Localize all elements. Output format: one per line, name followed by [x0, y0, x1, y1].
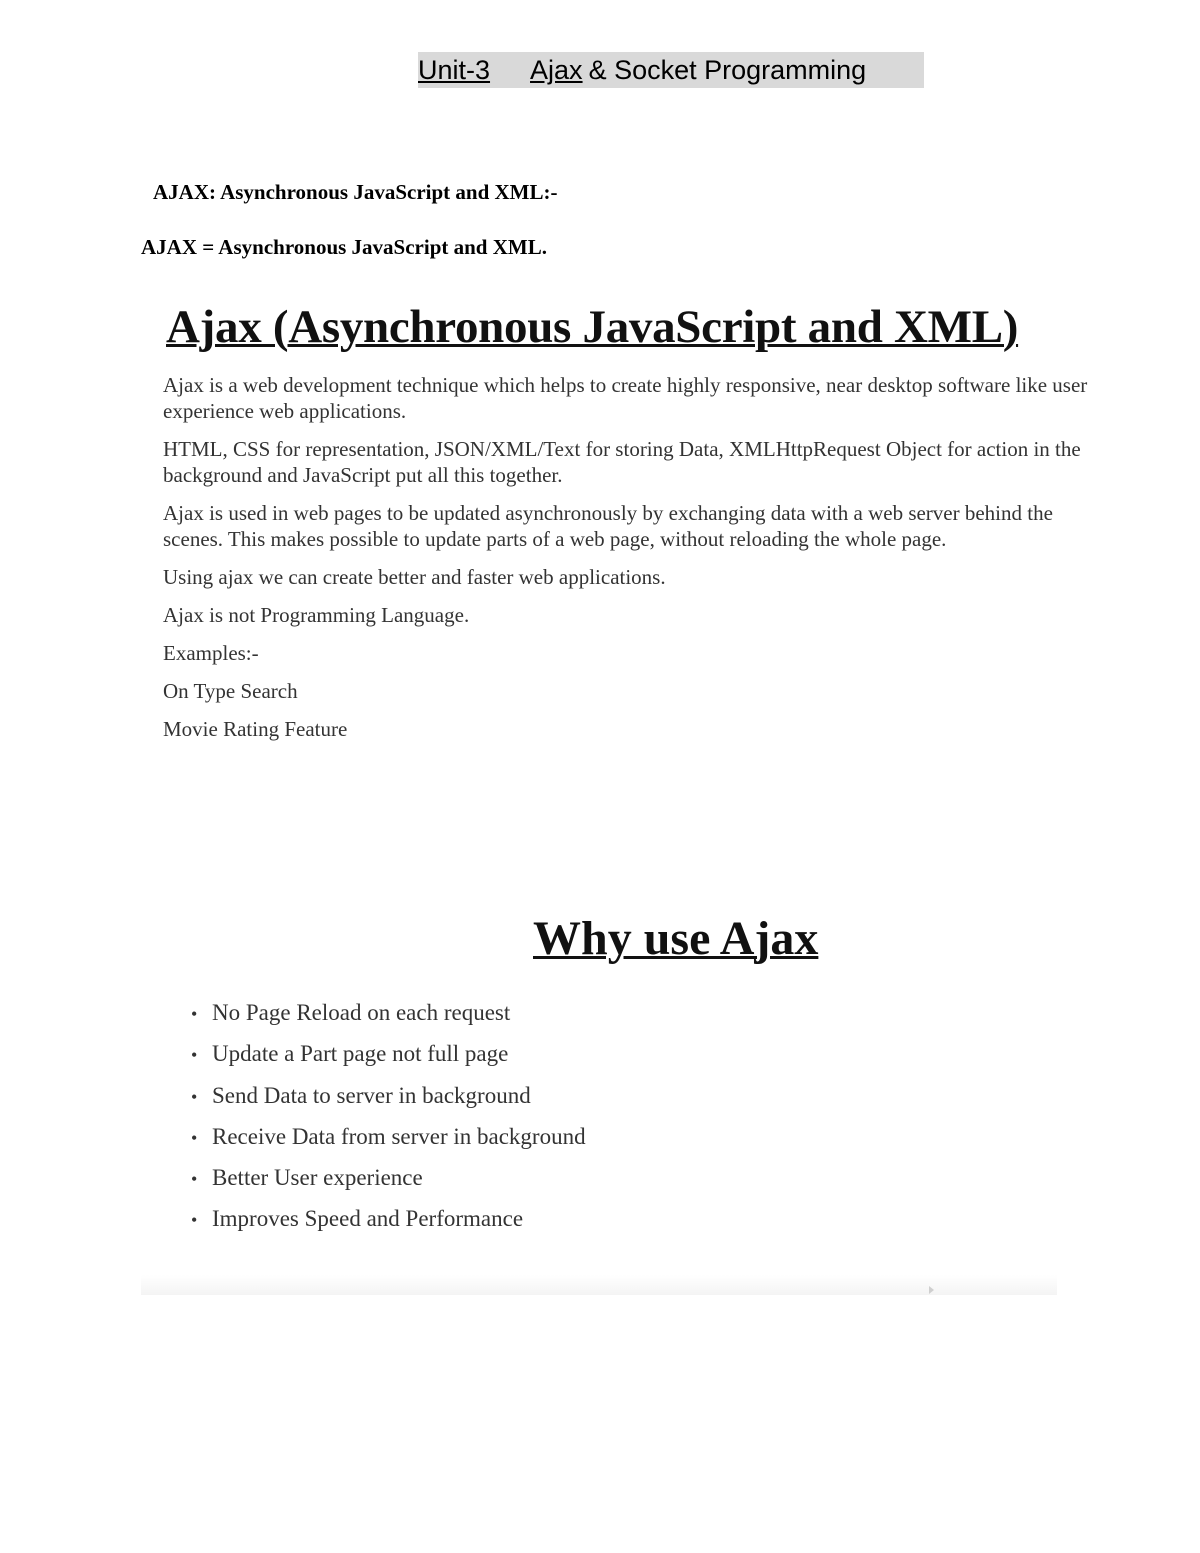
- list-item: • No Page Reload on each request: [191, 993, 586, 1034]
- bullet-icon: •: [191, 1169, 198, 1190]
- bullet-icon: •: [191, 1210, 198, 1231]
- header-rest: & Socket Programming: [588, 55, 867, 85]
- ajax-slide-title: Ajax (Asynchronous JavaScript and XML): [166, 301, 1019, 353]
- intro-definition: AJAX = Asynchronous JavaScript and XML.: [141, 235, 547, 259]
- why-ajax-slide: [141, 905, 1057, 1295]
- list-item: • Receive Data from server in background: [191, 1117, 586, 1158]
- bullet-icon: •: [191, 1086, 198, 1107]
- slide-paragraph: Examples:-: [163, 641, 259, 665]
- ajax-slide-body: [163, 372, 1101, 742]
- bullet-icon: •: [191, 1045, 198, 1066]
- ajax-label: Ajax: [530, 55, 583, 85]
- unit-header: [418, 52, 924, 88]
- bullet-icon: •: [191, 1004, 198, 1024]
- slide-paragraph: Ajax is used in web pages to be updated asynchronously by exchanging data with a web server behind the scenes. This makes possible to update parts of a web page, without reloading the whole page.: [163, 501, 1053, 551]
- list-item: • Better User experience: [191, 1158, 586, 1199]
- why-ajax-title: Why use Ajax: [533, 912, 819, 965]
- slide-paragraph: HTML, CSS for representation, JSON/XML/Text for storing Data, XMLHttpRequest Object for action in the background and JavaScript put all this together.: [163, 437, 1081, 487]
- unit-label: Unit-3: [418, 55, 491, 85]
- why-ajax-list: [191, 993, 586, 1241]
- intro-heading: AJAX: Asynchronous JavaScript and XML:-: [153, 180, 558, 204]
- slide-paragraph: Using ajax we can create better and faster web applications.: [163, 565, 666, 589]
- list-item: • Update a Part page not full page: [191, 1034, 586, 1075]
- list-item: • Improves Speed and Performance: [191, 1199, 586, 1240]
- slide-paragraph: On Type Search: [163, 679, 298, 703]
- slide-paragraph: Movie Rating Feature: [163, 717, 348, 741]
- slide-paragraph: Ajax is not Programming Language.: [163, 603, 470, 627]
- cursor-icon: [929, 1286, 934, 1294]
- list-item: • Send Data to server in background: [191, 1076, 586, 1117]
- bullet-icon: •: [191, 1127, 198, 1148]
- ajax-slide: [141, 292, 1101, 754]
- slide-paragraph: Ajax is a web development technique which helps to create highly responsive, near desktop software like user experience web applications.: [163, 373, 1088, 423]
